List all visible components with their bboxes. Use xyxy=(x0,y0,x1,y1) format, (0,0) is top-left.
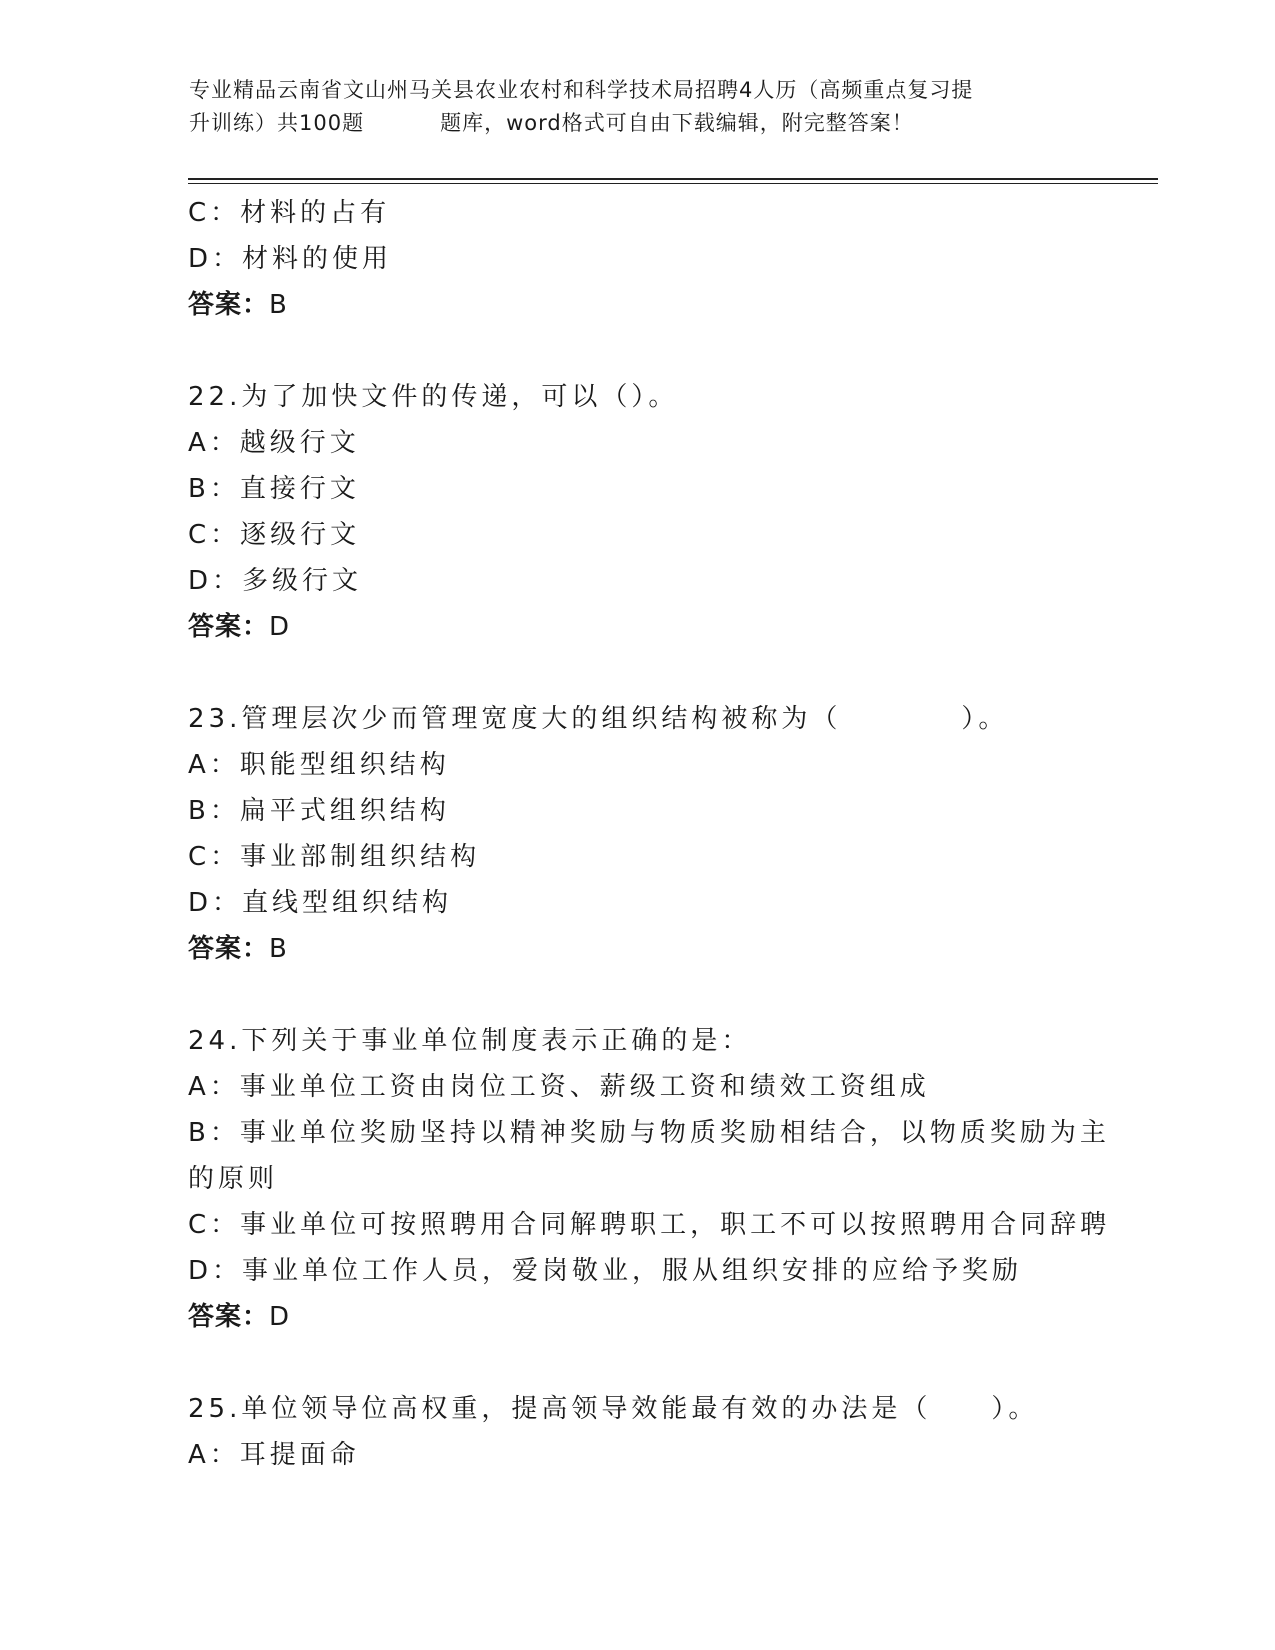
answer-line xyxy=(188,604,1088,650)
answer-line xyxy=(188,282,1088,328)
answer-label: 答案： xyxy=(188,612,270,642)
option-b: B：扁平式组织结构 xyxy=(188,796,450,826)
option-a: A：事业单位工资由岗位工资、薪级工资和绩效工资组成 xyxy=(188,1072,930,1102)
option-a: A：职能型组织结构 xyxy=(188,750,450,780)
option-c: C：事业部制组织结构 xyxy=(188,842,481,872)
answer-label: 答案： xyxy=(188,934,270,964)
option-a: A：耳提面命 xyxy=(188,1440,360,1470)
answer-value: D xyxy=(269,1302,291,1332)
option-d: D：多级行文 xyxy=(188,566,363,596)
option-c: C：事业单位可按照聘用合同解聘职工，职工不可以按照聘用合同辞聘 xyxy=(188,1210,1111,1240)
option-a: A：越级行文 xyxy=(188,428,360,458)
option-b: B：事业单位奖励坚持以精神奖励与物质奖励相结合，以物质奖励为主 xyxy=(188,1118,1110,1148)
answer-line xyxy=(188,926,1088,972)
option-b-continued: 的原则 xyxy=(188,1164,279,1194)
question-stem: 25.单位领导位高权重，提高领导效能最有效的办法是（ ）。 xyxy=(188,1394,1039,1424)
header-rule-thick xyxy=(188,178,1158,180)
option-c: C：材料的占有 xyxy=(188,198,391,228)
question-block-24 xyxy=(188,1018,1111,1340)
question-block-prev xyxy=(188,190,1088,328)
option-d: D：事业单位工作人员，爱岗敬业，服从组织安排的应给予奖励 xyxy=(188,1256,1023,1286)
option-b: B：直接行文 xyxy=(188,474,360,504)
question-list xyxy=(188,190,1111,1478)
question-block-22 xyxy=(188,374,1088,650)
question-block-25 xyxy=(188,1386,1088,1478)
header-line-2 xyxy=(189,107,1089,140)
answer-value: D xyxy=(269,612,291,642)
question-block-23 xyxy=(188,696,1088,972)
question-stem: 23.管理层次少而管理宽度大的组织结构被称为（ ）。 xyxy=(188,704,1009,734)
header-line-2a: 升训练）共100题 xyxy=(189,111,365,135)
answer-value: B xyxy=(269,934,288,964)
answer-label: 答案： xyxy=(188,290,270,320)
answer-line xyxy=(188,1294,1088,1340)
document-header xyxy=(189,74,1089,140)
question-stem: 22.为了加快文件的传递，可以（）。 xyxy=(188,382,679,412)
header-rule-thin xyxy=(188,183,1158,184)
option-d: D：直线型组织结构 xyxy=(188,888,453,918)
answer-value: B xyxy=(269,290,288,320)
header-line-1: 专业精品云南省文山州马关县农业农村和科学技术局招聘4人历（高频重点复习提 xyxy=(189,78,974,102)
answer-label: 答案： xyxy=(188,1302,270,1332)
option-c: C：逐级行文 xyxy=(188,520,361,550)
option-d: D：材料的使用 xyxy=(188,244,393,274)
header-line-2b: 题库，word格式可自由下载编辑，附完整答案！ xyxy=(440,111,914,135)
question-stem: 24.下列关于事业单位制度表示正确的是： xyxy=(188,1026,752,1056)
